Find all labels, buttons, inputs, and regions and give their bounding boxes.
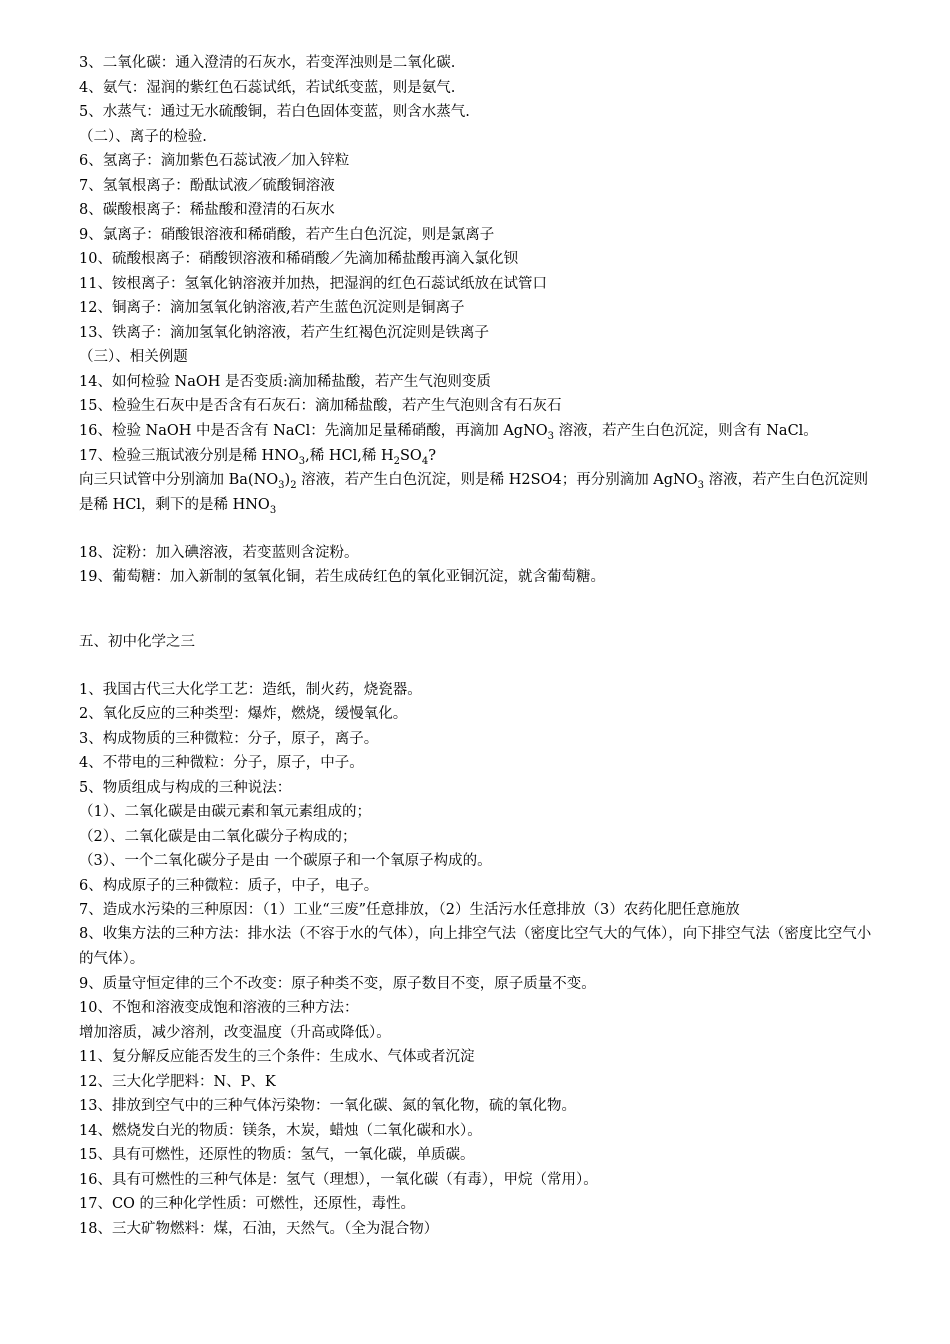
- paragraph: 4、不带电的三种微粒：分子，原子，中子。: [79, 755, 364, 771]
- paragraph: 5、物质组成与构成的三种说法：: [79, 780, 292, 796]
- paragraph: [79, 422, 879, 440]
- paragraph: 10、硫酸根离子：硝酸钡溶液和稀硝酸／先滴加稀盐酸再滴入氯化钡: [79, 251, 518, 267]
- paragraph: 19、葡萄糖：加入新制的氢氧化铜，若生成砖红色的氧化亚铜沉淀，就含葡萄糖。: [79, 569, 605, 585]
- paragraph: 3、构成物质的三种微粒：分子，原子，离子。: [79, 731, 379, 747]
- subscript: 3: [547, 431, 555, 442]
- text-run: SO: [400, 448, 422, 464]
- subscript: 3: [278, 480, 285, 491]
- text-run: 溶液，若产生白色沉淀则是稀 HCl，剩下的是稀 HNO: [79, 472, 869, 513]
- paragraph: 17、CO 的三种化学性质：可燃性，还原性，毒性。: [79, 1196, 416, 1212]
- paragraph: 7、造成水污染的三种原因：（1）工业“三废”任意排放，（2）生活污水任意排放（3）农药化肥任意施放: [79, 902, 740, 918]
- subscript: 3: [697, 480, 705, 491]
- paragraph: 12、铜离子：滴加氢氧化钠溶液,若产生蓝色沉淀则是铜离子: [79, 300, 465, 316]
- paragraph: （2）、二氧化碳是由二氧化碳分子构成的；: [79, 829, 357, 845]
- text-run: 溶液，若产生白色沉淀，则是稀 H2SO4；再分别滴加 AgNO: [296, 472, 698, 488]
- subscript: 2: [290, 480, 297, 491]
- text-run: ?: [428, 448, 436, 464]
- paragraph: 11、铵根离子：氢氧化钠溶液并加热，把湿润的红色石蕊试纸放在试管口: [79, 276, 547, 292]
- paragraph: 13、铁离子：滴加氢氧化钠溶液，若产生红褐色沉淀则是铁离子: [79, 325, 489, 341]
- text-run: 17、检验三瓶试液分别是稀 HNO: [79, 448, 299, 464]
- subscript: 2: [393, 456, 400, 467]
- text-run: 向三只试管中分别滴加 Ba(NO: [79, 472, 279, 488]
- paragraph: 10、不饱和溶液变成饱和溶液的三种方法：: [79, 1000, 359, 1016]
- paragraph: 18、淀粉：加入碘溶液，若变蓝则含淀粉。: [79, 545, 359, 561]
- paragraph: 9、质量守恒定律的三个不改变：原子种类不变，原子数目不变，原子质量不变。: [79, 976, 596, 992]
- subscript: 3: [269, 504, 277, 516]
- paragraph: 1、我国古代三大化学工艺：造纸，制火药，烧瓷器。: [79, 682, 422, 698]
- section-heading: 五、初中化学之三: [79, 634, 195, 650]
- paragraph: 4、氨气：湿润的紫红色石蕊试纸，若试纸变蓝，则是氨气.: [79, 80, 456, 96]
- subscript: 4: [421, 456, 429, 467]
- text-run: ): [284, 472, 291, 488]
- paragraph: 16、具有可燃性的三种气体是：氢气（理想），一氧化碳（有毒），甲烷（常用）。: [79, 1172, 598, 1188]
- paragraph: 8、收集方法的三种方法：排水法（不容于水的气体），向上排空气法（密度比空气大的气体），向下排空气法（密度比空气小的气体）。: [79, 926, 872, 967]
- subscript: 3: [298, 456, 306, 467]
- paragraph: 2、氧化反应的三种类型：爆炸，燃烧，缓慢氧化。: [79, 706, 408, 722]
- paragraph: （1）、二氧化碳是由碳元素和氧元素组成的；: [79, 804, 371, 820]
- paragraph: 12、三大化学肥料：N、P、K: [79, 1074, 276, 1090]
- paragraph: 9、氯离子：硝酸银溶液和稀硝酸，若产生白色沉淀，则是氯离子: [79, 227, 495, 243]
- paragraph: 15、具有可燃性，还原性的物质：氢气，一氧化碳，单质碳。: [79, 1147, 475, 1163]
- paragraph: 7、氢氧根离子：酚酞试液／硫酸铜溶液: [79, 178, 335, 194]
- paragraph: 11、复分解反应能否发生的三个条件：生成水、气体或者沉淀: [79, 1049, 475, 1065]
- paragraph: 18、三大矿物燃料：煤，石油，天然气。（全为混合物）: [79, 1221, 439, 1237]
- text-run: 16、检验 NaOH 中是否含有 NaCl：先滴加足量稀硝酸，再滴加 AgNO: [79, 423, 548, 439]
- paragraph: 13、排放到空气中的三种气体污染物：一氧化碳、氮的氧化物，硫的氧化物。: [79, 1098, 576, 1114]
- subsection-heading: （三）、相关例题: [79, 349, 188, 365]
- paragraph: 增加溶质，减少溶剂，改变温度（升高或降低）。: [79, 1025, 391, 1041]
- paragraph: [79, 468, 879, 517]
- paragraph: 14、燃烧发白光的物质：镁条，木炭，蜡烛（二氧化碳和水）。: [79, 1123, 482, 1139]
- paragraph: [79, 447, 879, 465]
- subsection-heading: （二）、离子的检验.: [79, 129, 207, 145]
- paragraph: 6、氢离子：滴加紫色石蕊试液／加入锌粒: [79, 153, 350, 169]
- paragraph: 14、如何检验 NaOH 是否变质:滴加稀盐酸，若产生气泡则变质: [79, 374, 491, 390]
- paragraph: 8、碳酸根离子：稀盐酸和澄清的石灰水: [79, 202, 335, 218]
- paragraph: 15、检验生石灰中是否含有石灰石：滴加稀盐酸，若产生气泡则含有石灰石: [79, 398, 562, 414]
- paragraph: 6、构成原子的三种微粒：质子，中子，电子。: [79, 878, 379, 894]
- paragraph: （3）、一个二氧化碳分子是由 一个碳原子和一个氧原子构成的。: [79, 853, 492, 869]
- paragraph: 3、二氧化碳：通入澄清的石灰水，若变浑浊则是二氧化碳.: [79, 55, 456, 71]
- text-run: ,稀 HCl,稀 H: [305, 448, 394, 464]
- paragraph: 5、水蒸气：通过无水硫酸铜，若白色固体变蓝，则含水蒸气.: [79, 104, 470, 120]
- text-run: 溶液，若产生白色沉淀，则含有 NaCl。: [554, 423, 818, 439]
